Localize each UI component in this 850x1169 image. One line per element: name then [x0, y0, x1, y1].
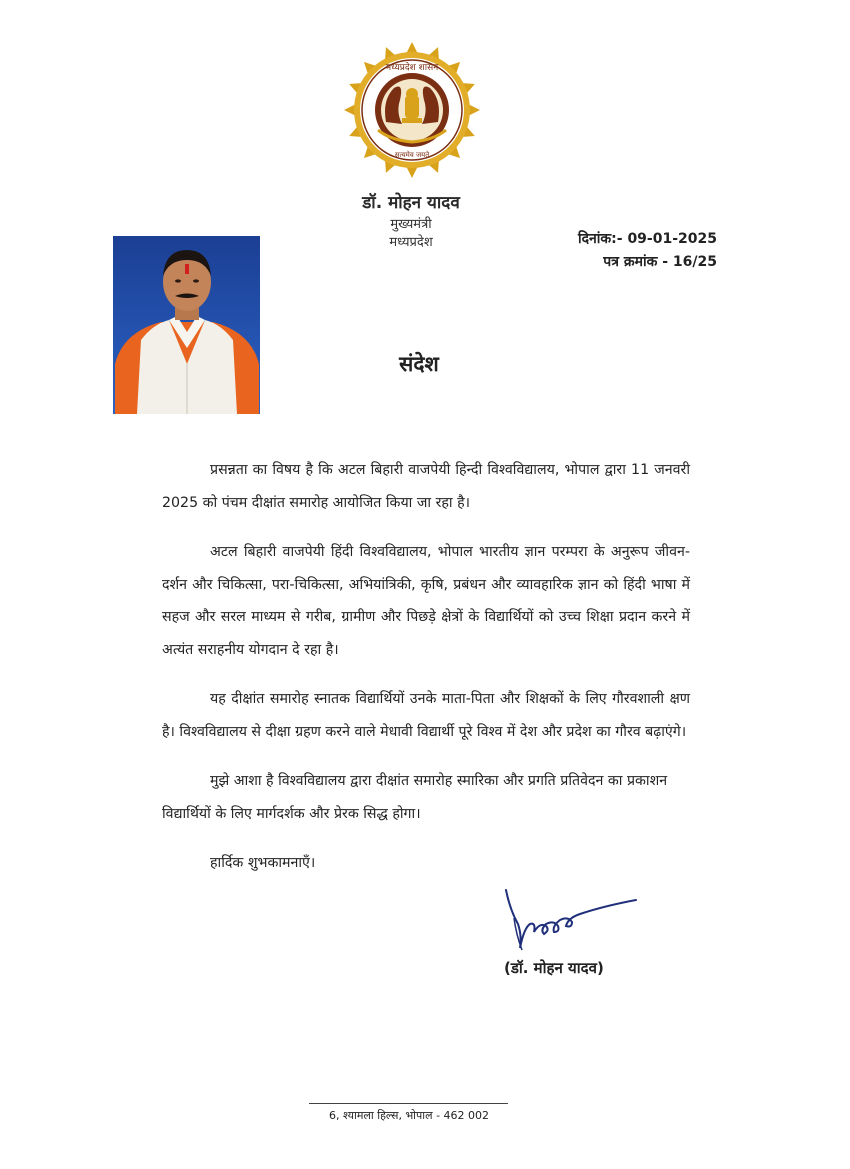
- reference-line: पत्र क्रमांक - 16/25: [603, 254, 717, 270]
- emblem-top-text: मध्यप्रदेश शासन: [385, 63, 439, 73]
- paragraph-3: यह दीक्षांत समारोह स्नातक विद्यार्थियों उनके माता-पिता और शिक्षकों के लिए गौरवशाली क्षण है। विश्वविद्यालय से दीक्षा ग्रहण करने वाले मेधावी विद्यार्थी पूरे विश्व में देश और प्रदेश का गौरव बढ़ाएंगे।: [162, 691, 690, 740]
- message-title: संदेश: [399, 352, 439, 376]
- greeting-text: हार्दिक शुभकामनाएँ।: [210, 855, 316, 871]
- signatory-name: (डॉ. मोहन यादव): [504, 959, 604, 977]
- message-body: [162, 454, 690, 897]
- handwritten-signature: [500, 884, 640, 956]
- footer-divider: [309, 1103, 508, 1104]
- paragraph-2: अटल बिहारी वाजपेयी हिंदी विश्वविद्यालय, भोपाल भारतीय ज्ञान परम्परा के अनुरूप जीवन-दर्शन और चिकित्सा, परा-चिकित्सा, अभियांत्रिकी, कृषि, प्रबंधन और व्यावहारिक ज्ञान को हिंदी भाषा में सहज और सरल माध्यम से गरीब, ग्रामीण और पिछड़े क्षेत्रों के विद्यार्थियों को उच्च शिक्षा प्रदान करने में अत्यंत सराहनीय योगदान दे रहा है।: [162, 544, 690, 658]
- letterhead: [300, 190, 522, 252]
- letter-meta: [578, 228, 717, 274]
- state-emblem-icon: [344, 42, 480, 178]
- paragraph-4: मुझे आशा है विश्वविद्यालय द्वारा दीक्षांत समारोह स्मारिका और प्रगति प्रतिवेदन का प्रकाशन विद्यार्थियों के लिए मार्गदर्शक और प्रेरक सिद्ध होगा।: [162, 773, 668, 822]
- sender-designation: मुख्यमंत्री: [390, 217, 432, 232]
- sender-name: डॉ. मोहन यादव: [362, 193, 460, 213]
- emblem-motto-text: सत्यमेव जयते: [394, 151, 430, 159]
- paragraph-1: प्रसन्नता का विषय है कि अटल बिहारी वाजपेयी हिन्दी विश्वविद्यालय, भोपाल द्वारा 11 जनवरी 2025 को पंचम दीक्षांत समारोह आयोजित किया जा रहा है।: [162, 462, 690, 511]
- footer-address: 6, श्यामला हिल्स, भोपाल - 462 002: [328, 1109, 490, 1122]
- portrait-photo: [113, 236, 260, 414]
- sender-state: मध्यप्रदेश: [389, 235, 433, 250]
- date-line: दिनांक:- 09-01-2025: [577, 231, 717, 247]
